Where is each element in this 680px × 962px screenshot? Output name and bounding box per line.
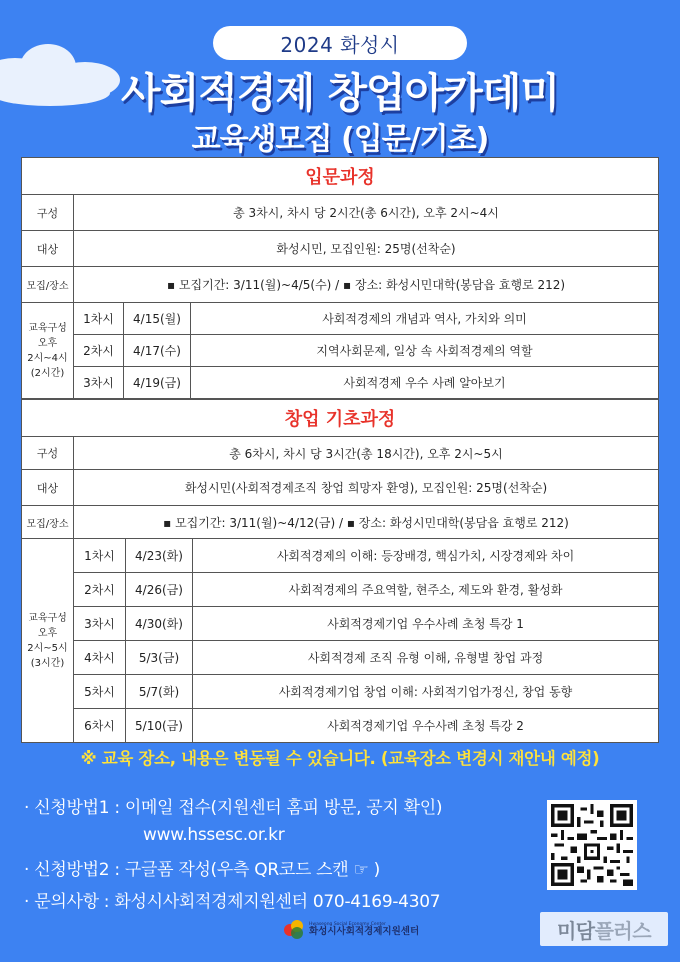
watermark-part1: 미담: [556, 918, 595, 943]
session-no: 3차시: [74, 607, 126, 641]
session-no: 2차시: [74, 335, 124, 367]
session-topic: 사회적경제의 이해: 등장배경, 핵심가치, 시장경제와 차이: [193, 539, 659, 573]
change-notice: ※ 교육 장소, 내용은 변동될 수 있습니다. (교육장소 변경시 재안내 예정): [80, 749, 600, 768]
side-label-line: (2시간): [30, 367, 65, 379]
session-topic: 사회적경제기업 창업 이해: 사회적기업가정신, 창업 동향: [193, 675, 659, 709]
session-topic: 지역사회문제, 일상 속 사회적경제의 역할: [191, 335, 659, 367]
session-no: 1차시: [74, 303, 124, 335]
row-label: 구성: [22, 195, 74, 231]
page-subtitle: 교육생모집 (입문/기초): [191, 122, 489, 157]
side-label-line: (3시간): [30, 657, 65, 669]
row-label: 모집/장소: [22, 267, 74, 303]
session-topic: 사회적경제의 주요역할, 현주소, 제도와 환경, 활성화: [193, 573, 659, 607]
row-value: 화성시민, 모집인원: 25명(선착순): [74, 231, 659, 267]
logo-mark-icon: [283, 918, 305, 940]
intro-course-title: 입문과정: [22, 158, 659, 195]
session-topic: 사회적경제의 개념과 역사, 가치와 의미: [191, 303, 659, 335]
session-date: 5/10(금): [126, 709, 193, 743]
side-label-line: 오후: [37, 337, 58, 349]
session-date: 4/26(금): [126, 573, 193, 607]
side-label-line: 2시~4시: [27, 352, 68, 364]
session-no: 6차시: [74, 709, 126, 743]
session-date: 5/3(금): [126, 641, 193, 675]
logo-english-name: Hwaseong Social Economy Center: [309, 921, 386, 927]
year-badge: 2024 화성시: [213, 26, 467, 60]
session-date: 4/17(수): [124, 335, 191, 367]
side-label-line: 오후: [37, 627, 58, 639]
side-label-line: 2시~5시: [27, 642, 68, 654]
session-no: 5차시: [74, 675, 126, 709]
basic-course-table: [21, 399, 659, 743]
session-no: 1차시: [74, 539, 126, 573]
session-topic: 사회적경제 조직 유형 이해, 유형별 창업 과정: [193, 641, 659, 675]
watermark: [540, 912, 668, 946]
intro-course-table: [21, 157, 659, 399]
apply-method-2: · 신청방법2 : 구글폼 작성(우측 QR코드 스캔 ☞ ): [24, 860, 380, 880]
row-value: ▪ 모집기간: 3/11(월)~4/12(금) / ▪ 장소: 화성시민대학(봉담읍 효행로 212): [74, 506, 659, 539]
watermark-part2: 플러스: [594, 918, 652, 943]
side-label-line: 교육구성: [28, 612, 67, 624]
session-topic: 사회적경제 우수 사례 알아보기: [191, 367, 659, 399]
row-value: 총 3차시, 차시 당 2시간(총 6시간), 오후 2시~4시: [74, 195, 659, 231]
intro-side-label: [22, 303, 74, 399]
session-date: 4/23(화): [126, 539, 193, 573]
apply-method-1: · 신청방법1 : 이메일 접수(지원센터 홈피 방문, 공지 확인): [24, 798, 443, 818]
row-label: 모집/장소: [22, 506, 74, 539]
center-logo: [283, 918, 419, 940]
logo-korean-name: 화성시사회적경제지원센터: [309, 925, 420, 937]
session-no: 4차시: [74, 641, 126, 675]
contact-info: · 문의사항 : 화성시사회적경제지원센터 070-4169-4307: [24, 892, 441, 912]
session-date: 4/30(화): [126, 607, 193, 641]
basic-course-title: 창업 기초과정: [22, 400, 659, 437]
row-value: 총 6차시, 차시 당 3시간(총 18시간), 오후 2시~5시: [74, 437, 659, 470]
side-label-line: 교육구성: [28, 322, 67, 334]
session-topic: 사회적경제기업 우수사례 초청 특강 1: [193, 607, 659, 641]
session-no: 3차시: [74, 367, 124, 399]
session-date: 5/7(화): [126, 675, 193, 709]
center-website-link[interactable]: www.hssesc.or.kr: [143, 825, 285, 845]
page-title: 사회적경제 창업아카데미: [121, 69, 559, 117]
qr-code-icon: [551, 804, 633, 886]
session-date: 4/15(월): [124, 303, 191, 335]
row-label: 대상: [22, 231, 74, 267]
session-topic: 사회적경제기업 우수사례 초청 특강 2: [193, 709, 659, 743]
row-label: 대상: [22, 470, 74, 506]
basic-side-label: [22, 539, 74, 743]
row-label: 구성: [22, 437, 74, 470]
row-value: ▪ 모집기간: 3/11(월)~4/5(수) / ▪ 장소: 화성시민대학(봉담읍 효행로 212): [74, 267, 659, 303]
session-date: 4/19(금): [124, 367, 191, 399]
qr-code[interactable]: [547, 800, 637, 890]
session-no: 2차시: [74, 573, 126, 607]
row-value: 화성시민(사회적경제조직 창업 희망자 환영), 모집인원: 25명(선착순): [74, 470, 659, 506]
